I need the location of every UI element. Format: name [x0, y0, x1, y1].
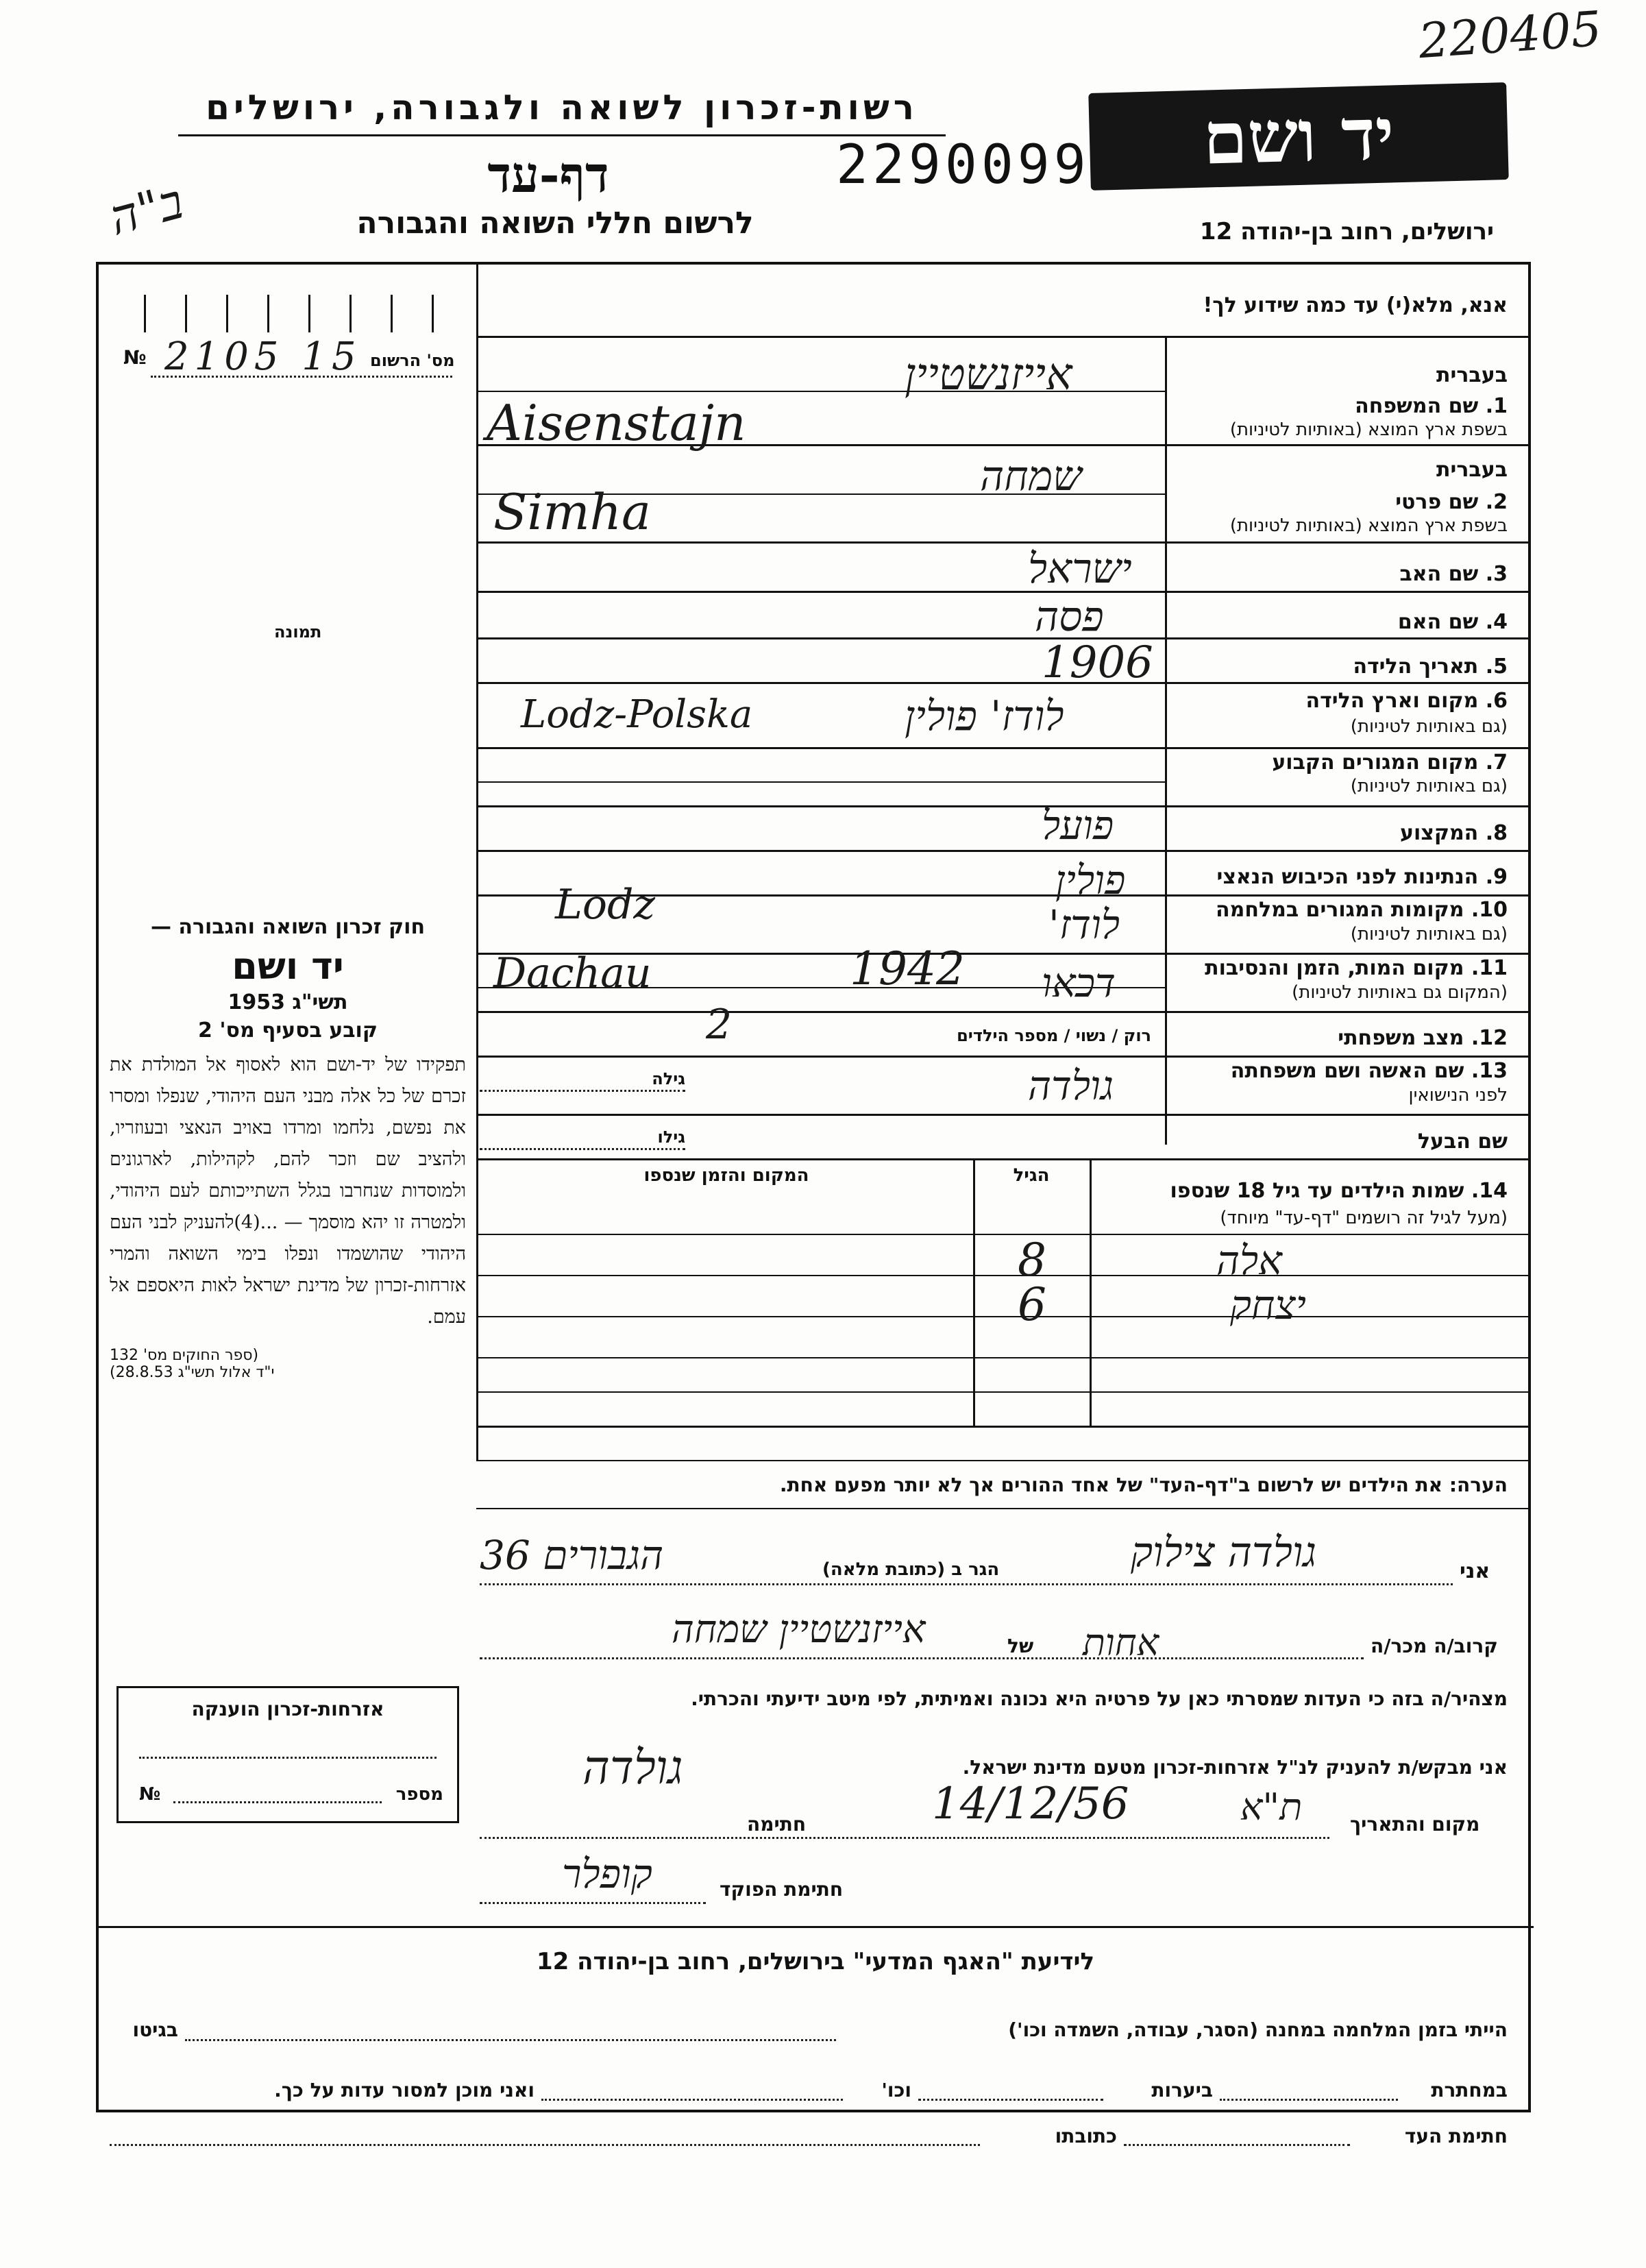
law-year: תשי"ג 1953: [228, 990, 348, 1014]
label-wife-name-sub: לפני הנישואין: [1408, 1085, 1508, 1106]
value-death-year: 1942: [850, 942, 965, 995]
value-father: ישראל: [1028, 545, 1132, 593]
footer-witness-signature: חתימת העד: [1404, 2125, 1508, 2147]
form-stamp-number: 2290099: [836, 134, 1090, 196]
organization-line: רשות-זכרון לשואה ולגבורה, ירושלים: [206, 88, 918, 127]
form-title: דף-עד: [487, 145, 609, 204]
value-death-hebrew: דכאו: [1042, 960, 1116, 1006]
handwritten-number: 220405: [1416, 0, 1604, 70]
label-family-name: 1. שם המשפחה: [1355, 394, 1508, 418]
value-family-latin: Aisenstajn: [487, 394, 746, 452]
label-residence-sub: (גם באותיות לטיניות): [1350, 776, 1508, 796]
label-death-sub: (המקום גם באותיות לטיניות): [1292, 982, 1508, 1003]
value-mother: פסה: [1035, 593, 1104, 641]
address-line: ירושלים, רחוב בן-יהודה 12: [1199, 218, 1494, 245]
footer-etc: וכו': [881, 2079, 911, 2101]
citizenship-number-label: מספר: [395, 1784, 443, 1805]
decl-relative: קרוב/ה מכר/ה: [1371, 1635, 1498, 1657]
decl-relation: אחות: [1083, 1621, 1159, 1664]
value-birth-place-latin: Lodz-Polska: [521, 692, 753, 737]
request-line: אנא, מלא(י) עד כמה שידוע לך!: [1203, 293, 1508, 317]
label-wife-age: גילה: [652, 1069, 685, 1088]
decl-signature: גולדה: [582, 1741, 683, 1795]
label-citizenship: 9. הנתינות לפני הכיבוש הנאצי: [1216, 865, 1508, 889]
col-age-header: הגיל: [1013, 1165, 1050, 1186]
law-title: חוק זכרון השואה והגבורה —: [150, 915, 426, 939]
decl-date: 14/12/56: [932, 1779, 1129, 1829]
decl-address: הגבורים 36: [480, 1532, 664, 1578]
value-death-latin: Dachau: [493, 949, 652, 997]
footer-title: לידיעת "האגף המדעי" בירושלים, רחוב בן-יהודה 12: [536, 1948, 1095, 1975]
decl-i: אני: [1460, 1559, 1490, 1583]
footer-ghetto: בגיטו: [132, 2019, 178, 2041]
label-hebrew-1: בעברית: [1436, 363, 1508, 387]
decl-request: אני מבקש/ת להעניק לנ"ל אזרחות-זכרון מטעם מדינת ישראל.: [962, 1756, 1508, 1779]
value-family-hebrew: אייזנשטיין: [905, 350, 1072, 400]
value-citizenship: פולין: [1055, 857, 1126, 903]
note-text: הערה: את הילדים יש לרשום ב"דף-העד" של אחד ההורים אך לא יותר מפעם אחת.: [779, 1474, 1508, 1496]
child-name: אלה: [1216, 1237, 1282, 1284]
law-section: [110, 915, 466, 1381]
registration-ticks: [130, 295, 452, 336]
label-children-sub: (מעל לגיל זה רושמים "דף-עד" מיוחד): [1220, 1208, 1508, 1228]
label-wartime-residence: 10. מקומות המגורים במלחמה: [1216, 898, 1508, 922]
value-wartime-hebrew: לודז': [1048, 901, 1120, 948]
label-birth-place-sub: (גם באותיות לטיניות): [1350, 716, 1508, 737]
decl-name: גולדה צילוק: [1131, 1528, 1317, 1576]
label-husband-age: גילו: [657, 1127, 685, 1147]
label-death: 11. מקום המות, הזמן והנסיבות: [1205, 956, 1508, 980]
form-subtitle: לרשום חללי השואה והגבורה: [356, 206, 754, 241]
footer-camp-line: הייתי בזמן המלחמה במחנה (הסגר, עבודה, השמדה וכו'): [1008, 2019, 1508, 2041]
decl-signature-label: חתימה: [747, 1813, 807, 1836]
decl-subject: אייזנשטיין שמחה: [672, 1607, 926, 1652]
law-clause: קובע בסעיף מס' 2: [198, 1019, 378, 1042]
label-marital-options: רוק / נשוי / מספר הילדים: [957, 1026, 1151, 1045]
label-birth-date: 5. תאריך הלידה: [1353, 655, 1508, 679]
value-birth-date: 1906: [1042, 637, 1153, 688]
label-wife-name: 13. שם האשה ושם משפחתה: [1230, 1059, 1508, 1083]
child-age: 8: [1018, 1234, 1046, 1287]
decl-place-date-label: מקום והתאריך: [1350, 1813, 1480, 1836]
photo-label: תמונה: [274, 622, 322, 642]
label-first-name-sub: בשפת ארץ המוצא (באותיות לטיניות): [1229, 515, 1508, 536]
registration-label: מס' הרשום: [370, 351, 455, 370]
label-family-name-sub: בשפת ארץ המוצא (באותיות לטיניות): [1229, 419, 1508, 440]
law-ref-1: (ספר החוקים מס' 132: [110, 1347, 259, 1364]
citizenship-box-title: אזרחות-זכרון הוענקה: [191, 1698, 384, 1720]
child-name: יצחק: [1230, 1282, 1306, 1328]
law-name: יד ושם: [232, 944, 344, 988]
decl-of: של: [1007, 1635, 1034, 1657]
decl-official-label: חתימת הפוקד: [720, 1878, 844, 1901]
label-marital-status: 12. מצב משפחתי: [1338, 1026, 1508, 1050]
label-wartime-residence-sub: (גם באותיות לטיניות): [1350, 924, 1508, 944]
footer-forests: ביערות: [1151, 2079, 1213, 2101]
child-age: 6: [1018, 1278, 1046, 1331]
label-hebrew-2: בעברית: [1436, 458, 1508, 482]
label-first-name: 2. שם פרטי: [1395, 490, 1508, 514]
label-mother: 4. שם האם: [1397, 610, 1508, 634]
law-body: תפקידו של יד-ושם הוא לאסוף אל המולדת את זכרם של כל אלה מבני העם היהודי, שנפלו ומסרו את נפשם, נלחמו ומרדו באויב הנאצי ובעוזריו, ולהציב שם וזכר להם, לקהילות, לארגונים ולמוסדות שנחרבו בגלל השתייכותם לעם היהודי, ולמטרה זו יהא מוסמך — ...(4)להעניק לבני העם היהודי שהושמדו ונפלו בימי השואה והמרי אזרחות-זכרון של מדינת ישראל לאות היאספם אל עמם.: [110, 1054, 466, 1328]
registration-no-sign: №: [123, 346, 147, 369]
label-husband: שם הבעל: [1417, 1130, 1508, 1154]
footer-address: כתובתו: [1055, 2125, 1117, 2147]
col-place-time-header: המקום והזמן שנספו: [643, 1165, 809, 1186]
child-row: [476, 1234, 1531, 1287]
value-children-count: 2: [706, 1001, 733, 1049]
label-birth-place: 6. מקום וארץ הלידה: [1305, 689, 1508, 713]
decl-place: ת"א: [1240, 1785, 1303, 1829]
registration-value: 2105 15: [164, 334, 362, 379]
footer-ready: ואני מוכן למסור עדות על כך.: [274, 2079, 535, 2101]
value-wartime-latin: Lodz: [555, 881, 655, 929]
decl-resides: הגר ב (כתובת מלאה): [822, 1559, 1000, 1580]
label-residence: 7. מקום המגורים הקבוע: [1272, 751, 1508, 775]
decl-official: קופלר: [562, 1851, 652, 1897]
value-wife: גולדה: [1028, 1062, 1114, 1109]
footer-underground: במחתרת: [1431, 2079, 1508, 2101]
logo-text: יד ושם: [1202, 91, 1395, 181]
decl-statement: מצהיר/ה בזה כי העדות שמסרתי כאן על פרטיה היא נכונה ואמיתית, לפי מיטב ידיעתי והכרתי.: [691, 1687, 1508, 1710]
label-children: 14. שמות הילדים עד גיל 18 שנספו: [1170, 1179, 1508, 1203]
value-profession: פועל: [1042, 802, 1114, 849]
yad-vashem-logo: [1088, 82, 1509, 191]
child-row: [476, 1278, 1531, 1331]
citizenship-no-sign: №: [139, 1784, 161, 1805]
value-first-hebrew: שמחה: [980, 452, 1082, 500]
citizenship-box: [116, 1686, 459, 1823]
value-first-latin: Simha: [493, 483, 651, 541]
label-profession: 8. המקצוע: [1400, 821, 1508, 845]
law-ref-2: י"ד אלול תשי"ג 28.8.53): [110, 1364, 275, 1381]
corner-initials: ב"ה: [103, 173, 189, 247]
label-father: 3. שם האב: [1399, 562, 1508, 586]
value-birth-place-hebrew: לודז' פולין: [905, 692, 1064, 740]
